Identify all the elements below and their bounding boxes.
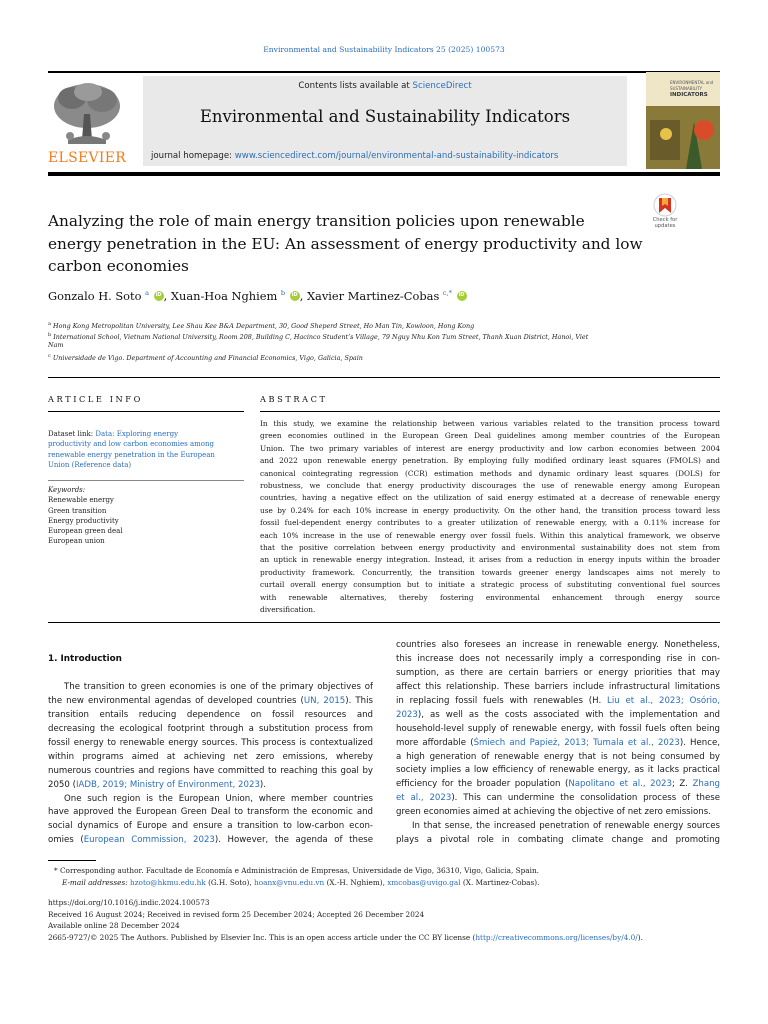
- section-divider: [48, 377, 720, 378]
- author-separator: ,: [299, 289, 307, 303]
- body-text: ).: [259, 779, 267, 790]
- header-bottom-rule: [48, 172, 720, 176]
- citation-link[interactable]: Zhang: [692, 779, 720, 790]
- abstract-heading: ABSTRACT: [260, 394, 328, 404]
- affil-text: Universidade de Vigo. Department of Accounting and Financial Economics, Vigo, Galicia, Spain: [52, 354, 363, 363]
- affil-marker: c: [48, 353, 51, 359]
- sciencedirect-link[interactable]: ScienceDirect: [412, 81, 472, 91]
- abstract-line: canonical cointegrating regression (CCR) estimation methods and dynamic ordinary least squares (DOLS) for: [260, 468, 720, 478]
- cover-title-1: ENVIRONMENTAL and: [670, 80, 714, 85]
- email-link[interactable]: hzoto@hkmu.edu.hk: [130, 878, 206, 887]
- body-text: ). This can undermine the consolidation process of these: [451, 793, 720, 804]
- body-line: [48, 765, 373, 779]
- keywords-rule: [48, 480, 244, 481]
- body-text: numerous countries and regions have committed to reaching this goal by: [48, 765, 373, 776]
- body-text: the new environmental agendas of developed countries (: [48, 695, 304, 706]
- body-line: [48, 820, 373, 834]
- check-for-updates-badge[interactable]: [643, 193, 687, 233]
- contents-prefix: Contents lists available at: [298, 81, 413, 91]
- body-text: within programs aimed at achieving net zero emissions, whereby: [48, 751, 373, 762]
- author-affil-marker[interactable]: b: [280, 289, 286, 297]
- email-link[interactable]: xmcobas@uvigo.gal: [387, 878, 461, 887]
- dataset-link[interactable]: Union (Reference data): [48, 460, 132, 469]
- license-text: 2665-9727/© 2025 The Authors. Published by Elsevier Inc. This is an open access article under the CC BY license (: [48, 933, 476, 942]
- title-line: Analyzing the role of main energy transition policies upon renewable: [48, 212, 585, 230]
- body-text: fossil energy to renewable energy sources. This process is contextualized: [48, 737, 373, 748]
- author-name[interactable]: Gonzalo H. Soto: [48, 289, 142, 303]
- dataset-link[interactable]: productivity and low carbon economies among: [48, 440, 214, 449]
- body-text: this increase does not necessarily imply a corresponding rise in con-: [396, 653, 720, 664]
- body-line: [396, 695, 720, 709]
- abstract-line: diversification.: [260, 605, 316, 615]
- dataset-link[interactable]: Data: Exploring energy: [95, 430, 179, 438]
- author-separator: ,: [163, 289, 171, 303]
- abstract-line: robustness, we conclude that energy productivity discourages the use of renewable energy among European: [260, 481, 720, 491]
- article-title: [48, 210, 648, 278]
- body-text: ). However, the agenda of these: [214, 835, 373, 846]
- article-info-heading: ARTICLE INFO: [48, 394, 143, 404]
- affil-text: Nam: [48, 341, 64, 349]
- body-text: affect this relationship. These barriers include infrastructural limitations: [396, 681, 720, 692]
- keywords-label: Keywords:: [48, 486, 86, 494]
- keyword: European green deal: [48, 527, 123, 536]
- elsevier-wordmark: ELSEVIER: [48, 150, 127, 166]
- body-line: [48, 723, 373, 737]
- cover-title-3: INDICATORS: [670, 92, 708, 98]
- body-text: In that sense, the increased penetration of renewable energy sources: [412, 821, 720, 832]
- abstract-line: countries, having a negative effect on the utilization of said energy estimated at a decrease of renewable energy: [260, 493, 720, 503]
- corresponding-author-note: * Corresponding author. Facultade de Economía e Administración de Empresas, Universidade de Vigo, 36310, Vigo, Galicia, Spain.: [54, 866, 539, 875]
- journal-homepage: [151, 151, 621, 161]
- affil-marker: a: [48, 321, 51, 327]
- citation-link[interactable]: Liu et al., 2023; Osório,: [607, 695, 720, 706]
- badge-line-1: Check for: [652, 217, 678, 223]
- body-line: [396, 820, 720, 834]
- body-line: [48, 834, 373, 848]
- citation-link[interactable]: 2023: [396, 709, 418, 720]
- available-online: Available online 28 December 2024: [48, 921, 180, 930]
- orcid-icon[interactable]: [154, 291, 164, 301]
- body-line: [48, 709, 373, 723]
- abstract-body: [260, 418, 720, 617]
- abstract-rule: [260, 411, 720, 412]
- abstract-line: green economies outlined in the European Green Deal guidelines among member countries of the European: [260, 431, 720, 441]
- running-head[interactable]: Environmental and Sustainability Indicators 25 (2025) 100573: [263, 45, 505, 54]
- body-text: One such region is the European Union, where member countries: [64, 793, 373, 804]
- author-affil-marker[interactable]: a: [145, 289, 149, 297]
- body-text: a high generation of renewable energy that is not being consumed by: [396, 751, 720, 762]
- body-line: [396, 667, 720, 681]
- body-text: green economies aimed at achieving the objective of net zero emissions.: [396, 807, 711, 818]
- body-line: [396, 639, 720, 653]
- author-list: [48, 289, 688, 303]
- abstract-line: productivity framework. Concurrently, the transition towards greener energy landscapes aims not merely to: [260, 567, 720, 577]
- body-line: [396, 681, 720, 695]
- title-line: carbon economies: [48, 257, 189, 275]
- abstract-line: Union. The two primary variables of interest are energy productivity and low carbon economies between 2004: [260, 443, 720, 453]
- keyword: Green transition: [48, 506, 107, 515]
- abstract-line: and 2022 upon renewable energy penetration. By employing fully modified ordinary least squares (FMOLS) and: [260, 456, 720, 466]
- bookmark-icon: [643, 193, 687, 219]
- citation-link[interactable]: European Commission, 2023: [83, 835, 215, 846]
- body-text: in replacing fossil fuels with renewables (H.: [396, 695, 608, 706]
- email-label: E-mail addresses:: [62, 878, 131, 887]
- email-link[interactable]: hoanx@vnu.edu.vn: [254, 878, 325, 887]
- cover-title-2: SUSTAINABILITY: [670, 86, 703, 91]
- affil-marker: b: [48, 332, 52, 338]
- body-text: ; Z.: [671, 779, 693, 790]
- title-line: energy penetration in the EU: An assessment of energy productivity and low: [48, 234, 643, 253]
- body-text: sumption, as there are certain barriers or energy priorities that may: [396, 667, 720, 678]
- header-top-rule: [48, 71, 720, 73]
- affiliation-b-cont: [48, 340, 688, 350]
- body-text: social dynamics of Europe and ensure a transition to low-carbon econ-: [48, 821, 373, 832]
- elsevier-logo[interactable]: [48, 78, 126, 168]
- email-owner: (G.H. Soto),: [205, 878, 255, 887]
- badge-line-2: updates: [654, 223, 676, 229]
- abstract-line: an uptick in renewable energy integration. Instead, it arises from a reduction in energy inputs within the broader: [260, 555, 720, 565]
- received-dates: Received 16 August 2024; Received in revised form 25 December 2024; Accepted 26 December 2024: [48, 910, 425, 919]
- body-line: [48, 751, 373, 765]
- body-line: [396, 737, 720, 751]
- footnote-rule: [48, 860, 96, 861]
- body-line: [396, 751, 720, 765]
- email-addresses: [48, 878, 720, 889]
- dataset-label: Dataset link:: [48, 430, 96, 438]
- body-text: countries also foresees an increase in renewable energy. Nonetheless,: [396, 640, 720, 650]
- body-line: [396, 834, 720, 848]
- homepage-link[interactable]: www.sciencedirect.com/journal/environmental-and-sustainability-indicators: [234, 151, 559, 161]
- body-text: ). This: [345, 695, 373, 706]
- abstract-line: fossil fuel-dependent energy contributes to a greater utilization of renewable energy, with a 0.11% increase for: [260, 518, 720, 528]
- affil-text: International School, Vietnam National University, Room 208, Building C, Hacinco Student’s Village, 79 Nguy Nhu Kon Tum Street, Thanh Xuan District, Hanoi, Viet: [53, 333, 589, 342]
- body-text: The transition to green economies is one of the primary objectives of: [64, 682, 373, 692]
- body-line: [396, 653, 720, 667]
- keyword: Renewable energy: [48, 496, 114, 505]
- orcid-icon[interactable]: [457, 291, 467, 301]
- journal-cover[interactable]: [646, 72, 720, 169]
- intro-column-right: [396, 639, 720, 848]
- body-text: transition entails reducing dependence on fossil resources and: [48, 709, 373, 720]
- body-text: ), as well as the costs associated with the implementation and: [417, 709, 720, 720]
- body-line: [396, 723, 720, 737]
- author-name[interactable]: Xuan-Hoa Nghiem: [170, 289, 278, 303]
- dataset-link-block: [48, 429, 244, 470]
- homepage-prefix: journal homepage:: [151, 151, 235, 161]
- body-text: society implies a low efficiency of renewable energy, as it lacks practical: [396, 765, 720, 776]
- body-text: have approved the European Green Deal to transform the economic and: [48, 807, 373, 818]
- author-affil-marker[interactable]: c,*: [442, 289, 452, 297]
- keyword: European union: [48, 537, 105, 546]
- license-suffix: ).: [637, 933, 643, 942]
- body-line: [48, 737, 373, 751]
- contents-line: [143, 81, 627, 91]
- body-divider: [48, 622, 720, 623]
- body-text: decreasing the ecological footprint through a substitution process from: [48, 723, 373, 734]
- citation-link[interactable]: UN, 2015: [303, 695, 346, 706]
- body-text: plays a pivotal role in combating climate change and promoting: [396, 835, 720, 846]
- body-line: [396, 806, 720, 820]
- body-text: omies (: [48, 835, 84, 846]
- body-line: [48, 695, 373, 709]
- license-link[interactable]: http://creativecommons.org/licenses/by/4.0/: [475, 933, 638, 942]
- body-line: [48, 793, 373, 807]
- license-line: [48, 933, 720, 944]
- body-text: more affordable (: [396, 737, 474, 748]
- body-line: [48, 681, 373, 695]
- dataset-line: [48, 429, 244, 439]
- body-line: [396, 709, 720, 723]
- body-text: ). Hence,: [679, 737, 720, 748]
- body-line: [48, 779, 373, 793]
- email-owner: (X.-H. Nghiem),: [324, 878, 388, 887]
- abstract-line: with renewable alternatives, thereby fostering environmental enhancement through energy source: [260, 592, 720, 602]
- intro-column-left: [48, 681, 373, 848]
- body-line: [396, 792, 720, 806]
- keyword: Energy productivity: [48, 516, 119, 525]
- body-line: [396, 764, 720, 778]
- article-info-rule: [48, 411, 244, 412]
- citation-link[interactable]: IADB, 2019; Ministry of Environment, 2023: [75, 779, 260, 790]
- body-text: efficiency for the broader population (: [396, 779, 569, 790]
- abstract-line: each 10% increase in the use of renewable energy over fossil fuels. Within this analytical framework, we observe: [260, 530, 720, 540]
- affiliation-c: [48, 351, 688, 363]
- abstract-line: In this study, we examine the relationship between various variables related to the transition process toward: [260, 419, 720, 428]
- body-line: [396, 778, 720, 792]
- section-heading-introduction: 1. Introduction: [48, 654, 122, 664]
- keywords-block: [48, 485, 244, 547]
- citation-link[interactable]: Śmiech and Papież, 2013; Tumala et al., 2023: [473, 737, 680, 748]
- author-name[interactable]: Xavier Martinez-Cobas: [306, 289, 440, 303]
- body-text: 2050 (: [48, 779, 76, 790]
- dataset-link[interactable]: renewable energy penetration in the European: [48, 450, 215, 459]
- orcid-icon[interactable]: [290, 291, 300, 301]
- body-text: household-level supply of renewable energy, with fossil fuels often being: [396, 723, 720, 734]
- abstract-line: curtail overall energy consumption but to initiate a strategic process of substituting conventional fuel sources: [260, 580, 720, 590]
- journal-name[interactable]: Environmental and Sustainability Indicators: [199, 107, 571, 126]
- citation-link[interactable]: Napolitano et al., 2023: [568, 779, 672, 790]
- email-owner: (X. Martinez-Cobas).: [460, 878, 540, 887]
- body-line: [48, 806, 373, 820]
- abstract-line: use by 0.24% for each 10% increase in energy productivity. On the other hand, the transition process toward less: [260, 505, 720, 515]
- affil-text: Hong Kong Metropolitan University, Lee Shau Kee B&A Department, 30, Good Sheperd Street, Ho Man Tin, Kowloon, Hong Kong: [53, 322, 475, 331]
- abstract-line: that the positive correlation between energy productivity and environmental sustainability does not stem from: [260, 543, 720, 553]
- doi-link[interactable]: https://doi.org/10.1016/j.indic.2024.100573: [48, 898, 210, 907]
- citation-link[interactable]: et al., 2023: [396, 793, 452, 804]
